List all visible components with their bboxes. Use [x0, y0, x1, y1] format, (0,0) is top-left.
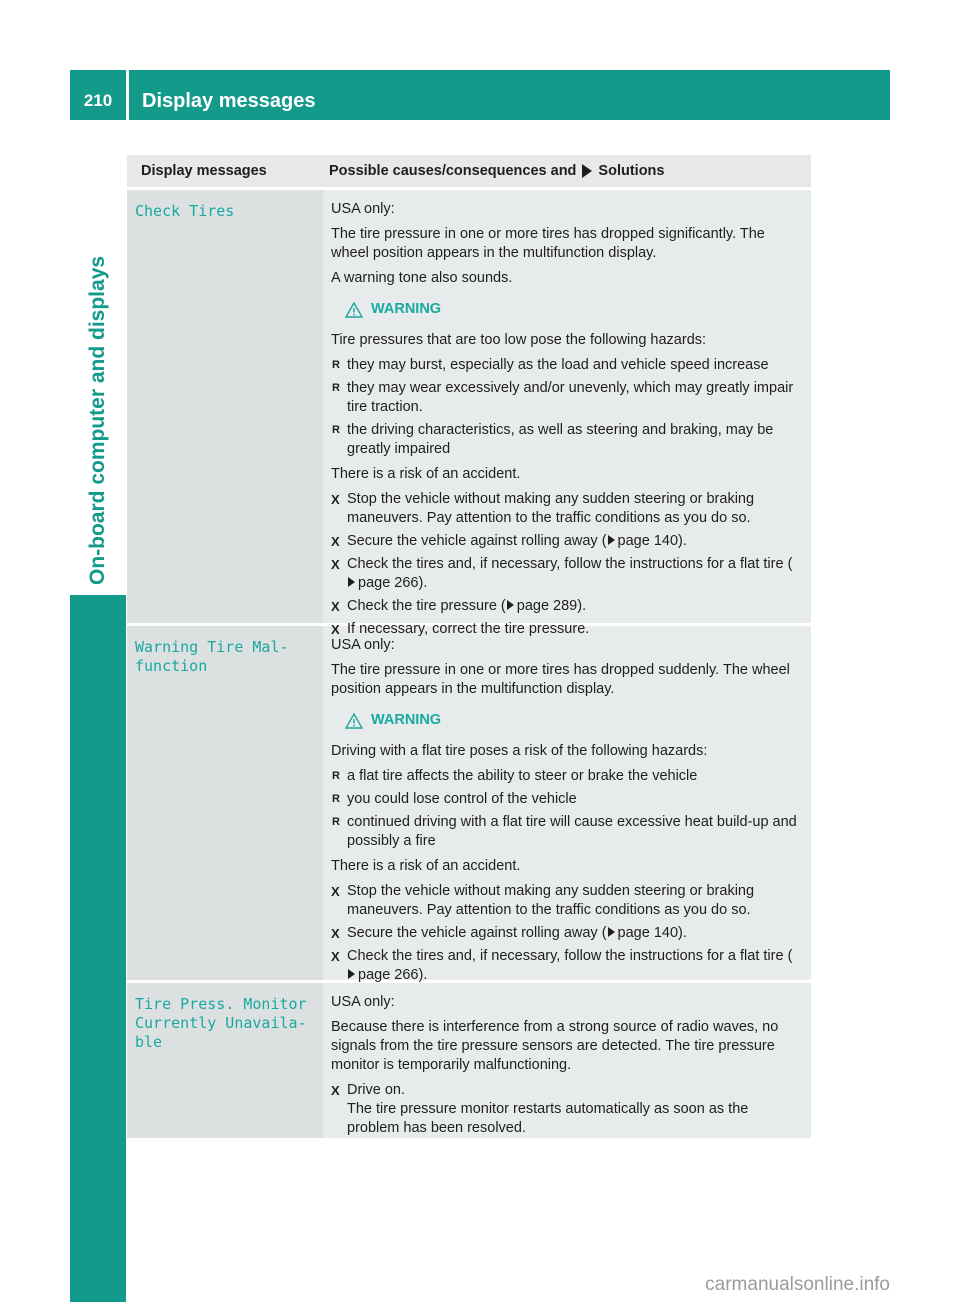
- step-text-end: ).: [418, 575, 428, 591]
- step-text: Drive on.: [347, 1082, 406, 1098]
- list-item: R they may burst, especially as the load and vehicle speed increase: [331, 356, 803, 375]
- side-tab: [70, 155, 126, 1302]
- watermark: carmanualsonline.info: [705, 1274, 890, 1295]
- extra-text: A warning tone also sounds.: [331, 270, 513, 286]
- step-result: The tire pressure monitor restarts automatically as soon as the problem has been resolved.: [347, 1101, 749, 1136]
- step-text-end: ).: [678, 925, 687, 941]
- step-text-end: ).: [418, 967, 428, 983]
- section-title: Display messages: [142, 90, 316, 112]
- table-row: [127, 983, 811, 1141]
- step-text: Check the tire pressure (: [347, 598, 506, 614]
- list-item: R you could lose control of the vehicle: [331, 790, 803, 809]
- solution-arrow-icon: [582, 164, 592, 178]
- page-number: 210: [83, 91, 113, 110]
- solution-steps: [331, 490, 803, 639]
- page-ref-icon: [507, 600, 514, 610]
- warning-triangle-icon: [345, 713, 363, 729]
- risk-note: There is a risk of an accident.: [331, 466, 521, 482]
- page-ref-icon: [348, 577, 355, 587]
- solution-step: [331, 947, 803, 985]
- table-row: [127, 190, 811, 637]
- solution-step: X If necessary, correct the tire pressure.: [331, 620, 803, 639]
- column-header-solutions-text: Solutions: [598, 163, 665, 179]
- hazard-list: [331, 356, 803, 459]
- page-ref-link[interactable]: page 289: [516, 598, 578, 614]
- list-item: R a flat tire affects the ability to steer or brake the vehicle: [331, 767, 803, 786]
- solution-step: [331, 597, 803, 616]
- page-ref-icon: [348, 969, 355, 979]
- list-item: R they may wear excessively and/or unevenly, which may greatly impair tire traction.: [331, 379, 803, 417]
- display-message: Warning Tire Mal‐ function: [127, 626, 323, 980]
- page-ref-link[interactable]: page 266: [358, 575, 419, 591]
- table-header: [127, 155, 811, 190]
- hazard-intro: Tire pressures that are too low pose the following hazards:: [331, 332, 707, 348]
- step-text: Secure the vehicle against rolling away (: [347, 925, 607, 941]
- step-text: Secure the vehicle against rolling away (: [347, 533, 607, 549]
- intro-text: The tire pressure in one or more tires has dropped significantly. The wheel position appears in the multifunction display.: [331, 226, 765, 261]
- warning-label: WARNING: [371, 712, 442, 728]
- warning-heading: [345, 300, 803, 319]
- solution-step: X Stop the vehicle without making any sudden steering or braking maneuvers. Pay attention to the traffic conditions as you do so.: [331, 882, 803, 920]
- solution-step: X Stop the vehicle without making any sudden steering or braking maneuvers. Pay attention to the traffic conditions as you do so.: [331, 490, 803, 528]
- header-divider: [126, 70, 129, 120]
- message-details: [323, 983, 811, 1138]
- intro-text: Because there is interference from a strong source of radio waves, no signals from the tire pressure sensors are detected. The tire pressure monitor is temporarily malfunctioning.: [331, 1019, 779, 1073]
- page-ref-icon: [608, 535, 615, 545]
- page-ref-icon: [608, 927, 615, 937]
- list-item: R the driving characteristics, as well as steering and braking, may be greatly impaired: [331, 421, 803, 459]
- hazard-list: [331, 767, 803, 851]
- solution-steps: [331, 1081, 803, 1138]
- step-text-end: ).: [577, 598, 587, 614]
- risk-note: There is a risk of an accident.: [331, 858, 521, 874]
- column-header-causes-text: Possible causes/consequences and: [329, 163, 577, 179]
- solution-step: [331, 1081, 803, 1138]
- table-row: [127, 626, 811, 983]
- solution-steps: [331, 882, 803, 985]
- message-details: [323, 626, 811, 983]
- solution-step: [331, 555, 803, 593]
- region-note: USA only:: [331, 637, 395, 653]
- column-header-messages: Display messages: [141, 163, 267, 179]
- page-ref-link[interactable]: page 140: [617, 925, 679, 941]
- warning-triangle-icon: [345, 302, 363, 318]
- warning-heading: [345, 711, 803, 730]
- region-note: USA only:: [331, 201, 395, 217]
- solution-step: [331, 532, 803, 551]
- step-text: Check the tires and, if necessary, follow the instructions for a flat tire (: [347, 948, 793, 964]
- page-ref-link[interactable]: page 266: [358, 967, 419, 983]
- display-messages-table: [127, 155, 811, 1141]
- warning-label: WARNING: [371, 301, 442, 317]
- list-item: R continued driving with a flat tire will cause excessive heat build-up and possibly a fire: [331, 813, 803, 851]
- chapter-marker-block: [70, 595, 126, 1302]
- page-ref-link[interactable]: page 140: [617, 533, 679, 549]
- step-text: Check the tires and, if necessary, follow the instructions for a flat tire (: [347, 556, 793, 572]
- display-message: Check Tires: [127, 190, 323, 623]
- column-header-causes: [321, 155, 811, 187]
- solution-step: [331, 924, 803, 943]
- step-text-end: ).: [678, 533, 687, 549]
- hazard-intro: Driving with a flat tire poses a risk of the following hazards:: [331, 743, 708, 759]
- page-header: [70, 70, 890, 120]
- chapter-label: On-board computer and displays: [86, 255, 109, 585]
- region-note: USA only:: [331, 994, 395, 1010]
- message-details: [323, 190, 811, 637]
- display-message: Tire Press. Monitor Currently Unavaila‐ ble: [127, 983, 323, 1138]
- intro-text: The tire pressure in one or more tires has dropped suddenly. The wheel position appears in the multifunction display.: [331, 662, 790, 697]
